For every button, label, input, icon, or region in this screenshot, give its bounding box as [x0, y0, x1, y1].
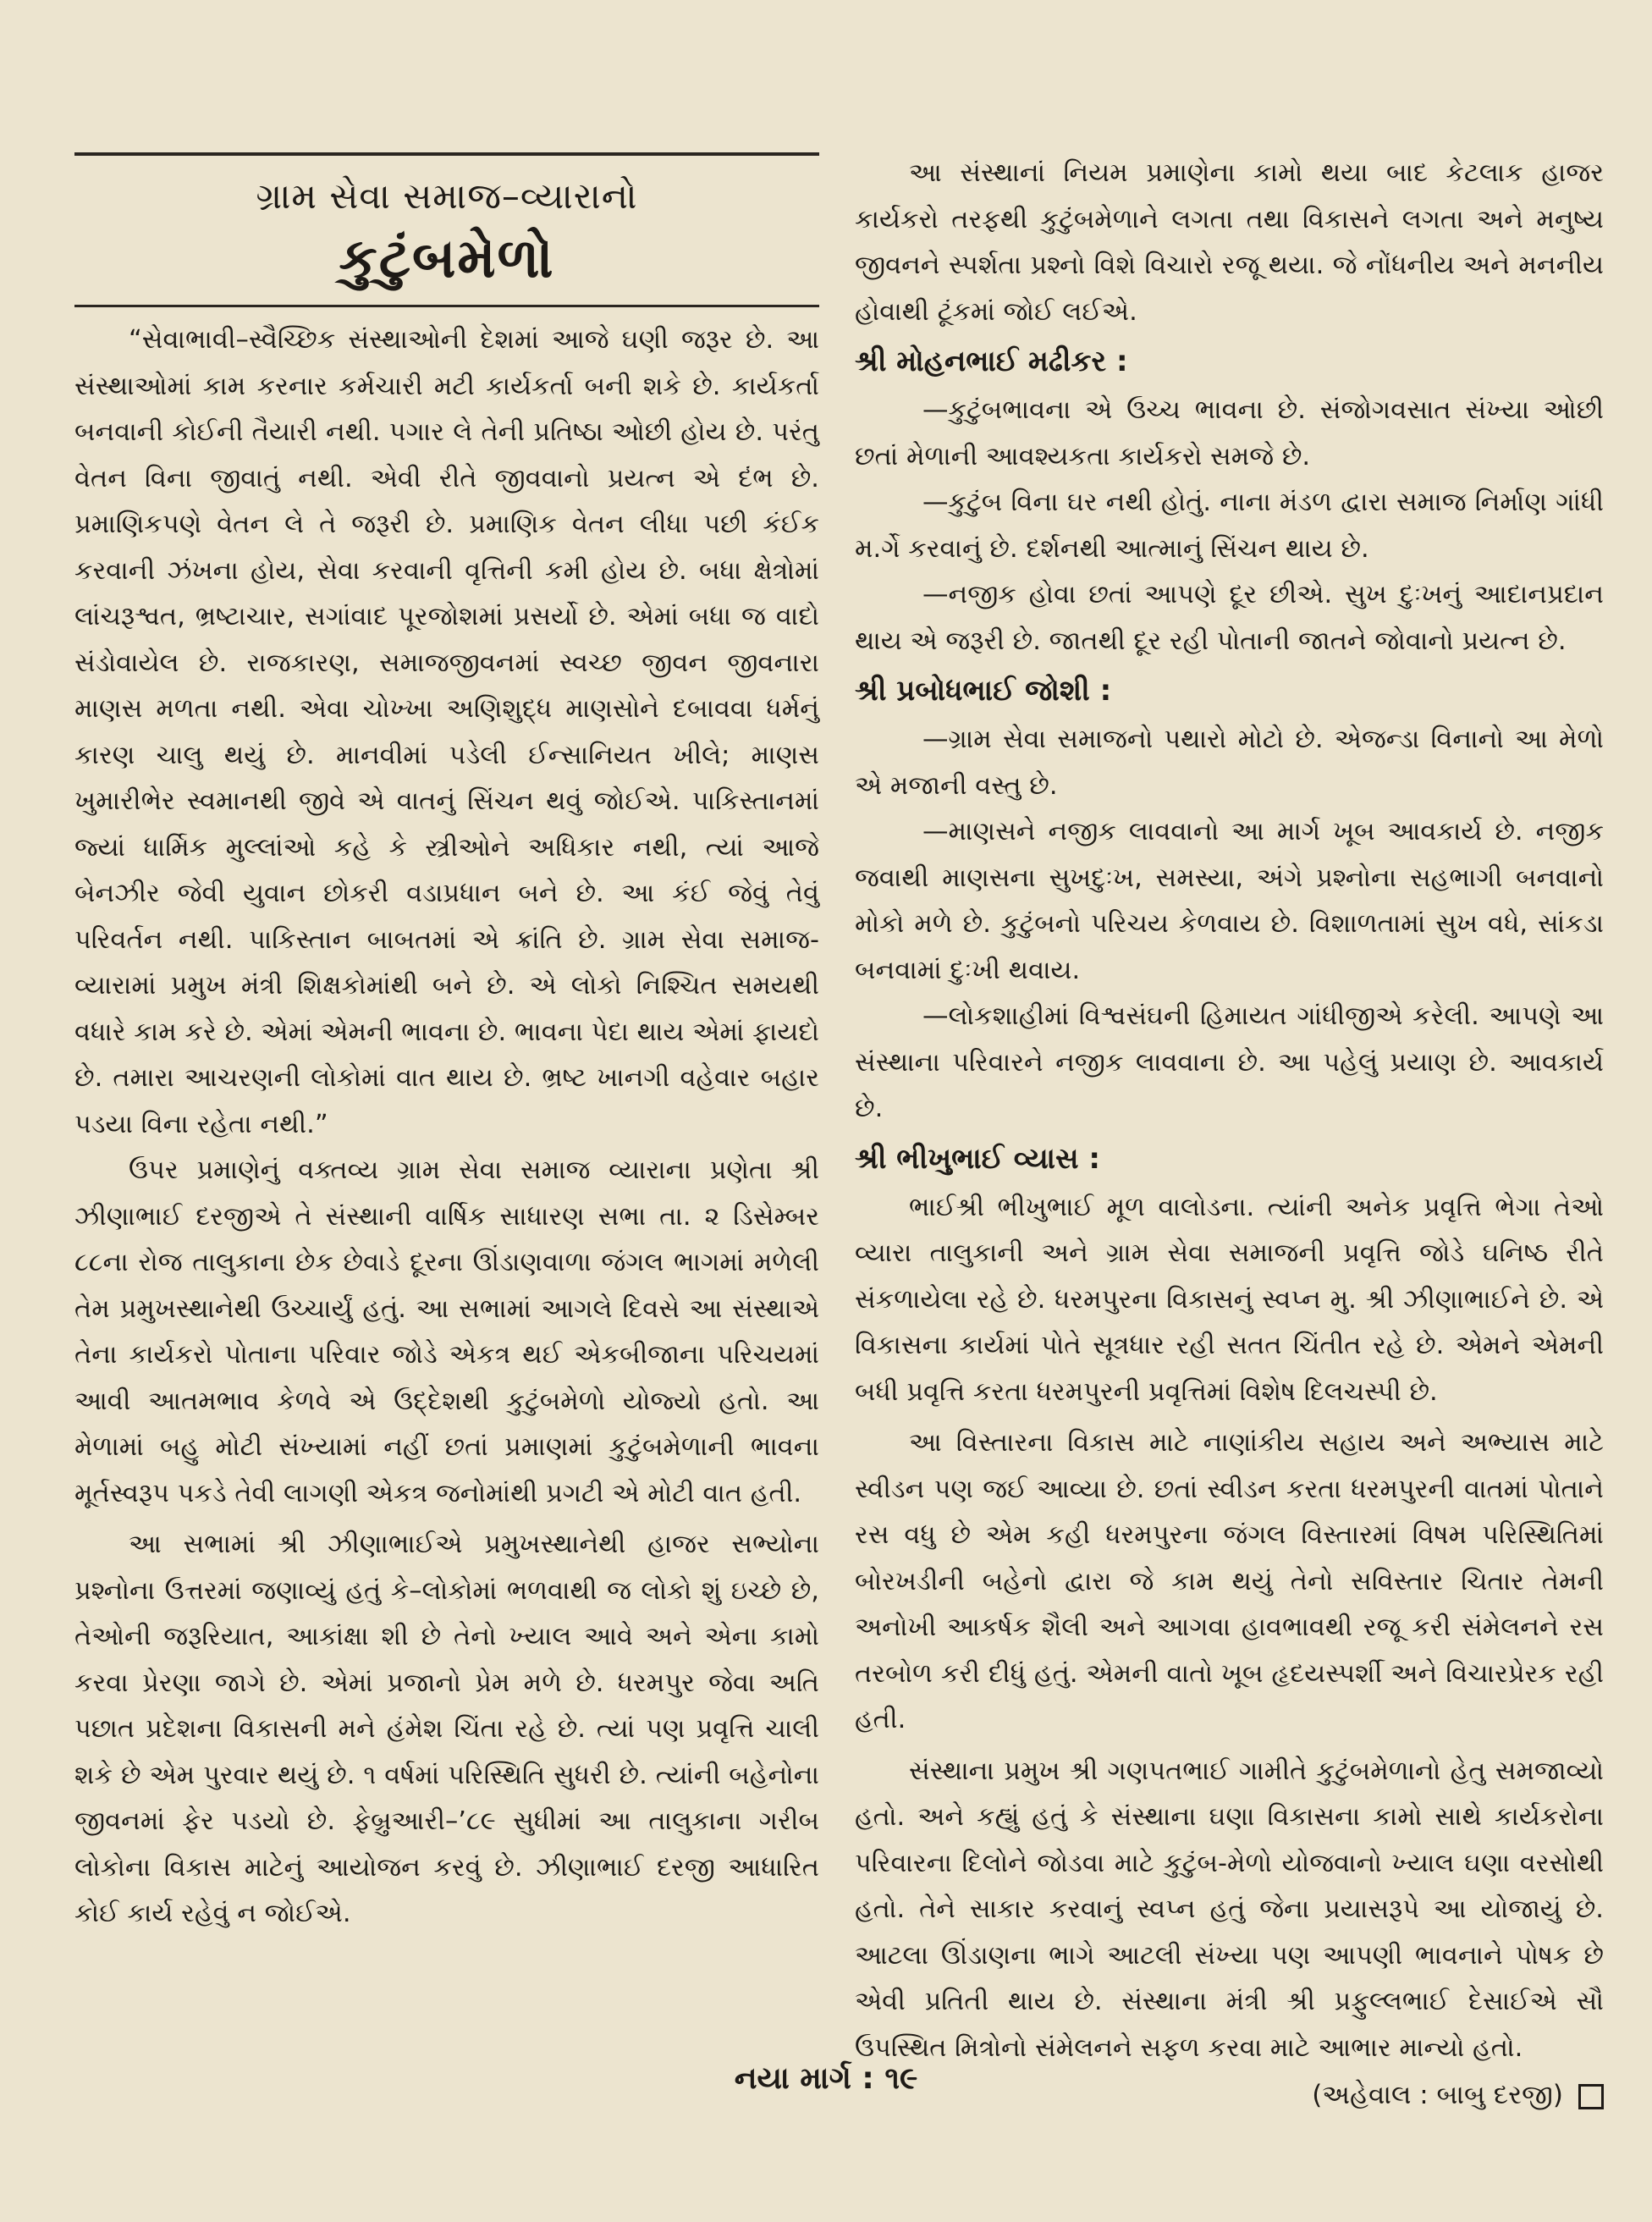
top-rule [74, 152, 819, 156]
speaker-remark: —કુટુંબભાવના એ ઉચ્ચ ભાવના છે. સંજોગવસાત સંખ્યા ઓછી છતાં મેળાની આવશ્યકતા કાર્યકરો સમજે છે. [855, 395, 1604, 471]
speaker-heading: શ્રી મોહનભાઈ મઢીકર : [855, 345, 1128, 378]
article-title: કુટુંબમેળો [339, 228, 555, 290]
quote-paragraph: “સેવાભાવી–સ્વૈચ્છિક સંસ્થાઓની દેશમાં આજે ઘણી જરૂર છે. આ સંસ્થાઓમાં કામ કરનાર કર્મચારી મટી કાર્યકર્તા બની શકે છે. કાર્યકર્તા બનવાની કોઈની તૈયારી નથી. પગાર લે તેની પ્રતિષ્ઠા ઓછી હોય છે. પરંતુ વેતન વિના જીવાતું નથી. એવી રીતે જીવવાનો પ્રયત્ન એ દંભ છે. પ્રમાણિકપણે વેતન લે તે જરૂરી છે. પ્રમાણિક વેતન લીધા પછી કંઈક કરવાની ઝંખના હોય, સેવા કરવાની વૃત્તિની કમી હોય છે. બધા ક્ષેત્રોમાં લાંચરૂશ્વત, ભ્રષ્ટાચાર, સગાંવાદ પૂરજોશમાં પ્રસર્યો છે. એમાં બધા જ વાદો સંડોવાયેલ છે. રાજકારણ, સમાજજીવનમાં સ્વચ્છ જીવન જીવનારા માણસ મળતા નથી. એવા ચોખ્ખા અણિશુદ્ધ માણસોને દબાવવા ધર્મનું કારણ ચાલુ થયું છે. માનવીમાં પડેલી ઈન્સાનિયત ખીલે; માણસ ખુમારીભેર સ્વમાનથી જીવે એ વાતનું સિંચન થવું જોઈએ. પાકિસ્તાનમાં જ્યાં ધાર્મિક મુલ્લાંઓ કહે કે સ્ત્રીઓને અધિકાર નથી, ત્યાં આજે બેનઝીર જેવી યુવાન છોકરી વડાપ્રધાન બને છે. આ કંઈ જેવું તેવું પરિવર્તન નથી. પાકિસ્તાન બાબતમાં એ ક્રાંતિ છે. ગ્રામ સેવા સમાજ-વ્યારામાં પ્રમુખ મંત્રી શિક્ષકોમાંથી બને છે. એ લોકો નિશ્ચિત સમયથી વધારે કામ કરે છે. એમાં એમની ભાવના છે. ભાવના પેદા થાય એમાં ફાયદો છે. તમારા આચરણની લોકોમાં વાત થાય છે. ભ્રષ્ટ ખાનગી વહેવાર બહાર પડયા વિના રહેતા નથી.” [74, 325, 819, 1139]
body-paragraph: સંસ્થાના પ્રમુખ શ્રી ગણપતભાઈ ગામીતે કુટુંબમેળાનો હેતુ સમજાવ્યો હતો. અને કહ્યું હતું કે સંસ્થાના ઘણા વિકાસના કામો સાથે કાર્યકરોના પરિવારના દિલોને જોડવા માટે કુટુંબ-મેળો યોજવાનો ખ્યાલ ઘણા વરસોથી હતો. તેને સાકાર કરવાનું સ્વપ્ન હતું જેના પ્રયાસરૂપે આ યોજાયું છે. આટલા ઊંડાણના ભાગે આટલી સંખ્યા પણ આપણી ભાવનાને પોષક છે એવી પ્રતિતી થાય છે. સંસ્થાના મંત્રી શ્રી પ્રફુલ્લભાઈ દેસાઈએ સૌ ઉપસ્થિત મિત્રોનો સંમેલનને સફળ કરવા માટે આભાર માન્યો હતો. [855, 1756, 1604, 2063]
speaker-remark: —લોકશાહીમાં વિશ્વસંઘની હિમાયત ગાંધીજીએ કરેલી. આપણે આ સંસ્થાના પરિવારને નજીક લાવવાના છે. આ પહેલું પ્રયાણ છે. આવકાર્ય છે. [855, 1001, 1604, 1123]
speaker-remark: —માણસને નજીક લાવવાનો આ માર્ગ ખૂબ આવકાર્ય છે. નજીક જવાથી માણસના સુખદુઃખ, સમસ્યા, અંગે પ્રશ્નોના સહભાગી બનવાનો મોકો મળે છે. કુટુંબનો પરિચય કેળવાય છે. વિશાળતામાં સુખ વધે, સાંકડા બનવામાં દુઃખી થવાય. [855, 817, 1604, 985]
body-paragraph: ઉપર પ્રમાણેનું વક્તવ્ય ગ્રામ સેવા સમાજ વ્યારાના પ્રણેતા શ્રી ઝીણાભાઈ દરજીએ તે સંસ્થાની વાર્ષિક સાધારણ સભા તા. ૨ ડિસેમ્બર ૮૮ના રોજ તાલુકાના છેક છેવાડે દૂરના ઊંડાણવાળા જંગલ ભાગમાં મળેલી તેમ પ્રમુખસ્થાનેથી ઉચ્ચાર્યું હતું. આ સભામાં આગલે દિવસે આ સંસ્થાએ તેના કાર્યકરો પોતાના પરિવાર જોડે એકત્ર થઈ એકબીજાના પરિચયમાં આવી આતમભાવ કેળવે એ ઉદ્દેશથી કુટુંબમેળો યોજ્યો હતો. આ મેળામાં બહુ મોટી સંખ્યામાં નહીં છતાં પ્રમાણમાં કુટુંબમેળાની ભાવના મૂર્તસ્વરૂપ પકડે તેવી લાગણી એકત્ર જનોમાંથી પ્રગટી એ મોટી વાત હતી. [74, 1155, 819, 1508]
speaker-heading: શ્રી પ્રબોધભાઈ જોશી : [855, 674, 1112, 708]
body-paragraph: આ સભામાં શ્રી ઝીણાભાઈએ પ્રમુખસ્થાનેથી હાજર સભ્યોના પ્રશ્નોના ઉત્તરમાં જણાવ્યું હતું કે–લોકોમાં ભળવાથી જ લોકો શું ઇચ્છે છે, તેઓની જરૂરિયાત, આકાંક્ષા શી છે તેનો ખ્યાલ આવે અને એના કામો કરવા પ્રેરણા જાગે છે. એમાં પ્રજાનો પ્રેમ મળે છે. ધરમપુર જેવા અતિ પછાત પ્રદેશના વિકાસની મને હંમેશ ચિંતા રહે છે. ત્યાં પણ પ્રવૃત્તિ ચાલી શકે છે એમ પુરવાર થયું છે. ૧ વર્ષમાં પરિસ્થિતિ સુધરી છે. ત્યાંની બહેનોના જીવનમાં ફેર પડયો છે. ફેબ્રુઆરી–’૮૯ સુધીમાં આ તાલુકાના ગરીબ લોકોના વિકાસ માટેનું આયોજન કરવું છે. ઝીણાભાઈ દરજી આધારિત કોઈ કાર્ય રહેવું ન જોઈએ. [74, 1530, 819, 1928]
left-column [74, 152, 819, 1938]
right-column [855, 151, 1604, 2119]
speaker-heading: શ્રી ભીખુભાઈ વ્યાસ : [855, 1141, 1100, 1176]
page-footer: નયા માર્ગ : ૧૯ [734, 2061, 918, 2096]
speaker-remark: —કુટુંબ વિના ઘર નથી હોતું. નાના મંડળ દ્વારા સમાજ નિર્માણ ગાંધી મ.ર્ગે કરવાનું છે. દર્શનથી આત્માનું સિંચન થાય છે. [855, 488, 1604, 564]
series-title: ગ્રામ સેવા સમાજ–વ્યારાનો [256, 175, 638, 217]
body-paragraph: આ વિસ્તારના વિકાસ માટે નાણાંકીય સહાય અને અભ્યાસ માટે સ્વીડન પણ જઈ આવ્યા છે. છતાં સ્વીડન કરતા ધરમપુરની વાતમાં પોતાને રસ વધુ છે એમ કહી ધરમપુરના જંગલ વિસ્તારમાં વિષમ પરિસ્થિતિમાં બોરખડીની બહેનો દ્વારા જે કામ થયું તેનો સવિસ્તાર ચિતાર તેમની અનોખી આકર્ષક શૈલી અને આગવા હાવભાવથી રજૂ કરી સંમેલનને રસ તરબોળ કરી દીધું હતું. એમની વાતો ખૂબ હૃદયસ્પર્શી અને વિચારપ્રેરક રહી હતી. [855, 1428, 1604, 1734]
credit-text: (અહેવાલ : બાબુ દરજી) [1312, 2080, 1563, 2110]
intro-paragraph: આ સંસ્થાનાં નિયમ પ્રમાણેના કામો થયા બાદ કેટલાક હાજર કાર્યકરો તરફથી કુટુંબમેળાને લગતા તથા વિકાસને લગતા અને મનુષ્ય જીવનને સ્પર્શતા પ્રશ્નો વિશે વિચારો રજૂ થયા. જે નોંધનીય અને મનનીય હોવાથી ટૂંકમાં જોઈ લઈએ. [855, 158, 1604, 327]
speaker-remark: —ગ્રામ સેવા સમાજનો પથારો મોટો છે. એજન્ડા વિનાનો આ મેળો એ મજાની વસ્તુ છે. [855, 725, 1604, 801]
title-rule [74, 305, 819, 307]
body-paragraph: ભાઈશ્રી ભીખુભાઈ મૂળ વાલોડના. ત્યાંની અનેક પ્રવૃત્તિ ભેગા તેઓ વ્યારા તાલુકાની અને ગ્રામ સેવા સમાજની પ્રવૃત્તિ જોડે ઘનિષ્ઠ રીતે સંકળાયેલા રહે છે. ધરમપુરના વિકાસનું સ્વપ્ન મુ. શ્રી ઝીણાભાઈને છે. એ વિકાસના કાર્યમાં પોતે સૂત્રધાર રહી સતત ચિંતીત રહે છે. એમને એમની બધી પ્રવૃત્તિ કરતા ધરમપુરની પ્રવૃત્તિમાં વિશેષ દિલચસ્પી છે. [855, 1192, 1604, 1407]
speaker-remark: —નજીક હોવા છતાં આપણે દૂર છીએ. સુખ દુઃખનું આદાનપ્રદાન થાય એ જરૂરી છે. જાતથી દૂર રહી પોતાની જાતને જોવાનો પ્રયત્ન છે. [855, 580, 1604, 656]
